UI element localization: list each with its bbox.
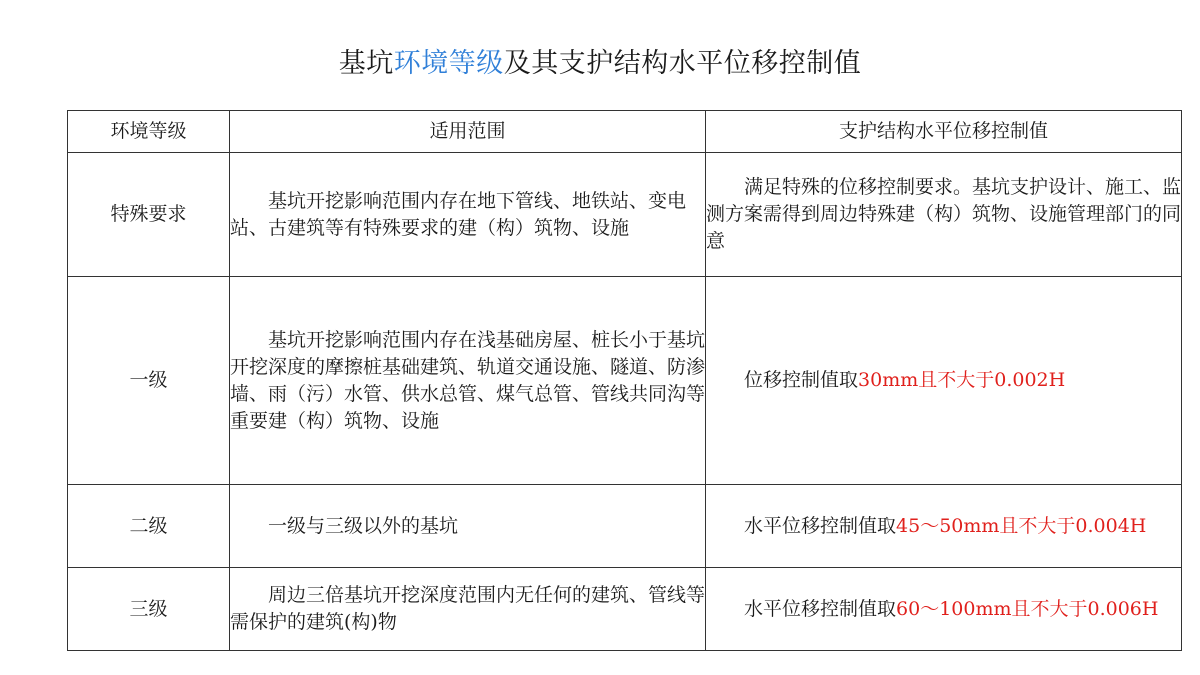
control-value: 30mm且不大于0.002H — [858, 369, 1066, 391]
control-text — [706, 174, 1181, 255]
header-control: 支护结构水平位移控制值 — [706, 111, 1182, 153]
scope-text: 基坑开挖影响范围内存在浅基础房屋、桩长小于基坑开挖深度的摩擦桩基础建筑、轨道交通设施、隧道、防渗墙、雨（污）水管、供水总管、煤气总管、管线共同沟等重要建（构）筑物、设施 — [230, 328, 706, 432]
cell-level: 特殊要求 — [68, 153, 230, 277]
control-text — [706, 367, 1181, 394]
control-prefix: 水平位移控制值取 — [744, 597, 897, 620]
cell-control — [706, 277, 1182, 485]
title-part-2: 及其支护结构水平位移控制值 — [503, 48, 862, 79]
title-accent: 环境等级 — [393, 48, 504, 79]
cell-level: 三级 — [68, 568, 230, 651]
scope-text: 基坑开挖影响范围内存在地下管线、地铁站、变电站、古建筑等有特殊要求的建（构）筑物、设施 — [230, 189, 687, 239]
control-value-table — [67, 110, 1182, 651]
control-text — [706, 596, 1181, 623]
page-title — [0, 44, 1200, 84]
header-scope: 适用范围 — [230, 111, 706, 153]
control-value: 60～100mm且不大于0.006H — [896, 597, 1159, 620]
control-text — [706, 513, 1181, 540]
cell-scope — [230, 568, 706, 651]
table-row — [68, 153, 1182, 277]
control-prefix: 位移控制值取 — [744, 369, 859, 391]
scope-text: 周边三倍基坑开挖深度范围内无任何的建筑、管线等需保护的建筑(构)物 — [230, 584, 706, 633]
cell-scope — [230, 277, 706, 485]
title-part-1: 基坑 — [338, 48, 394, 79]
cell-scope — [230, 153, 706, 277]
cell-control — [706, 568, 1182, 651]
scope-text: 一级与三级以外的基坑 — [268, 514, 459, 537]
cell-level: 二级 — [68, 485, 230, 568]
cell-control — [706, 485, 1182, 568]
control-value: 45～50mm且不大于0.004H — [896, 514, 1147, 537]
table-row — [68, 277, 1182, 485]
control-prefix: 满足特殊的位移控制要求。基坑支护设计、施工、监测方案需得到周边特殊建（构）筑物、设施管理部门的同意 — [706, 176, 1182, 252]
table-row — [68, 568, 1182, 651]
cell-scope — [230, 485, 706, 568]
cell-control — [706, 153, 1182, 277]
cell-level: 一级 — [68, 277, 230, 485]
header-level: 环境等级 — [68, 111, 230, 153]
control-prefix: 水平位移控制值取 — [744, 514, 897, 537]
table-row — [68, 485, 1182, 568]
table-header-row — [68, 111, 1182, 153]
